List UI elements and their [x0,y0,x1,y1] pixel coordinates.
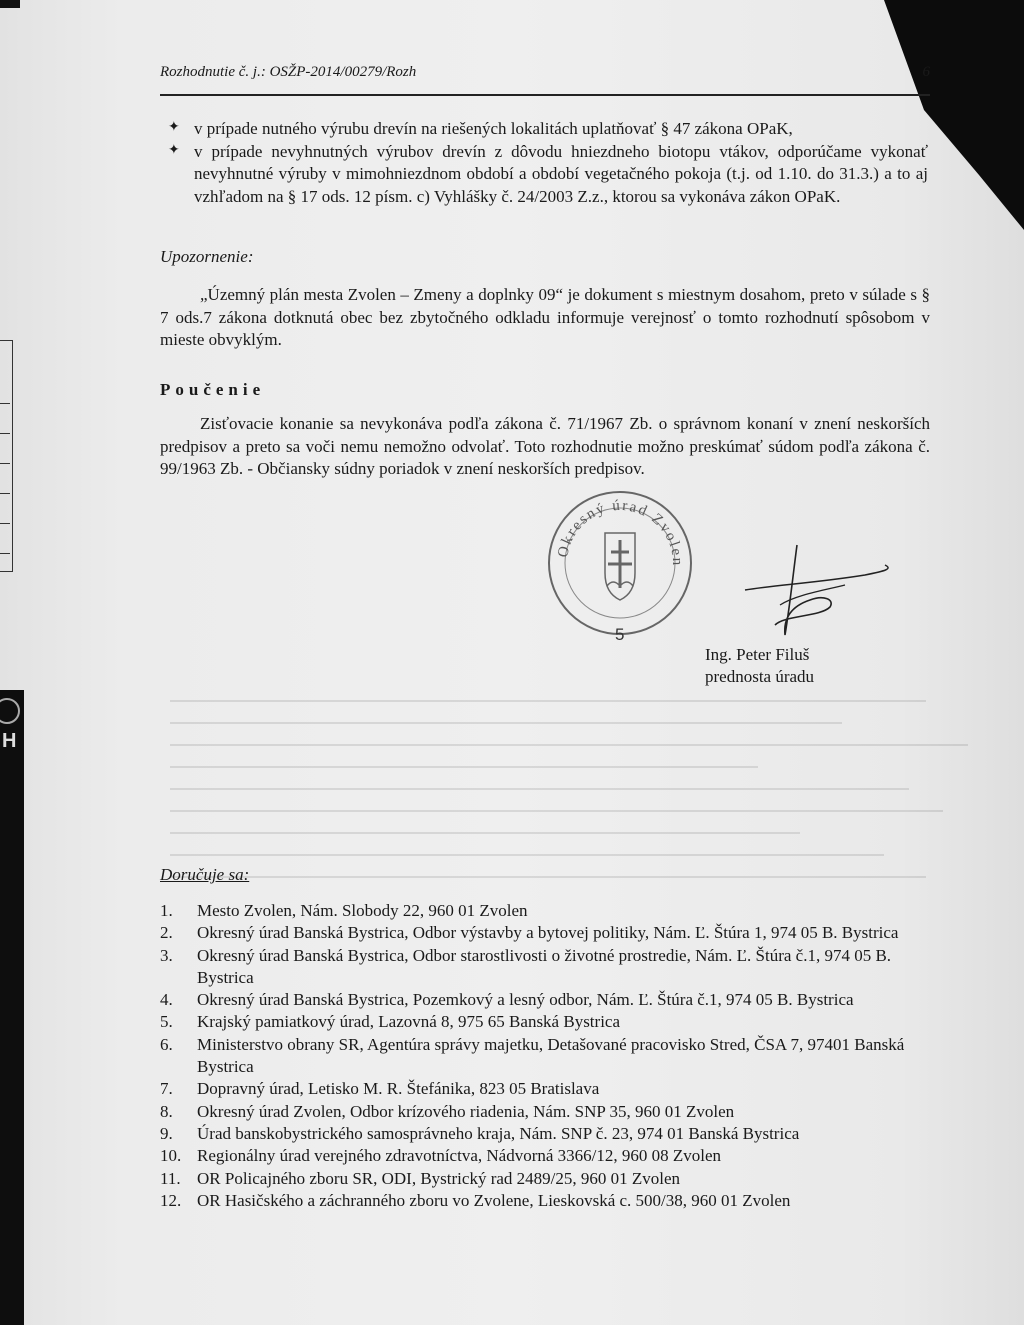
recipient-number: 2. [160,923,173,943]
recipient-item [160,900,930,922]
recipient-text: OR Hasičského a záchranného zboru vo Zvolene, Lieskovská c. 500/38, 960 01 Zvolen [197,1190,791,1210]
poucenie-text: Zisťovacie konanie sa nevykonáva podľa zákona č. 71/1967 Zb. o správnom konaní v znení neskorších predpisov a preto sa voči nemu nemožno odvolať. Toto rozhodnutie možno preskúmať súdom podľa zákona č. 99/1963 Zb. - Občiansky súdny poriadok v znení neskorších predpisov. [160,414,930,478]
recipient-text: Okresný úrad Zvolen, Odbor krízového riadenia, Nám. SNP 35, 960 01 Zvolen [197,1101,735,1121]
scan-edge [0,0,20,8]
recipient-number: 1. [160,901,173,920]
page-number: 6 [922,64,930,80]
recipient-text: Krajský pamiatkový úrad, Lazovná 8, 975 65 Banská Bystrica [197,1012,621,1032]
conditions-list [168,118,928,208]
upozornenie-text: „Územný plán mesta Zvolen – Zmeny a doplnky 09“ je dokument s miestnym dosahom, preto v súlade s § 7 ods.7 zákona dotknutá obec bez zbytočného odkladu informuje verejnosť o tomto rozhodnutí spôsobom v mieste obvyklým. [160,285,930,349]
recipient-text: Úrad banskobystrického samosprávneho kraja, Nám. SNP č. 23, 974 01 Banská Bystrica [197,1123,800,1143]
recipient-number: 12. [160,1190,182,1210]
condition-text: v prípade nevyhnutných výrubov drevín z dôvodu hniezdneho biotopu vtákov, odporúčame vykonať nevyhnutné výruby v mimohniezdnom období a období vegetačného pokoja (t.j. od 1.10. do 31.3.) a to aj vzhľadom na § 17 ods. 12 písm. c) Vyhlášky č. 24/2003 Z.z., ktorou sa vykonáva zákon OPaK. [194,141,928,206]
recipient-item [160,1123,930,1145]
recipient-number: 6. [160,1034,173,1054]
bullet-icon: ✦ [168,142,180,158]
recipient-text: OR Policajného zboru SR, ODI, Bystrický rad 2489/25, 960 01 Zvolen [197,1168,681,1188]
recipient-item [160,989,930,1011]
recipient-text: Dopravný úrad, Letisko M. R. Štefánika, 823 05 Bratislava [197,1079,600,1099]
recipient-number: 4. [160,990,173,1010]
recipient-text: Okresný úrad Banská Bystrica, Odbor výstavby a bytovej politiky, Nám. Ľ. Štúra 1, 974 05 B. Bystrica [197,923,899,943]
recipient-number: 5. [160,1012,173,1032]
recipient-item [160,1190,930,1212]
recipient-item [160,945,930,990]
recipient-item [160,1168,930,1190]
recipient-text: Regionálny úrad verejného zdravotníctva, Nádvorná 3366/12, 960 08 Zvolen [197,1146,722,1166]
recipient-text: Okresný úrad Banská Bystrica, Pozemkový a lesný odbor, Nám. Ľ. Štúra č.1, 974 05 B. Bystrica [197,990,854,1010]
header-rule [160,94,930,96]
recipient-item [160,1145,930,1167]
recipient-number: 10. [160,1146,182,1166]
recipient-item [160,1034,930,1079]
svg-text:Okresný úrad Zvolen: Okresný úrad Zvolen [555,497,686,568]
partial-logo-ring [0,698,20,724]
condition-text: v prípade nutného výrubu drevín na riešených lokalitách uplatňovať § 47 zákona OPaK, [194,119,793,138]
signer-role: prednosta úradu [705,667,815,686]
page-header [160,64,930,81]
recipient-text: Okresný úrad Banská Bystrica, Odbor starostlivosti o životné prostredie, Nám. Ľ. Štúra č.1, 974 05 B. Bystrica [197,945,892,987]
recipient-item [160,1078,930,1100]
partial-form-grid [0,340,13,572]
partial-logo-letter: H [2,730,17,752]
signer-name: Ing. Peter Filuš [705,645,810,664]
recipient-text: Mesto Zvolen, Nám. Slobody 22, 960 01 Zvolen [197,901,528,920]
recipient-text: Ministerstvo obrany SR, Agentúra správy majetku, Detašované pracovisko Stred, ČSA 7, 97401 Banská Bystrica [197,1034,905,1077]
recipients-heading: Doručuje sa: [160,865,250,884]
recipients-list [160,900,930,1212]
poucenie-heading: Poučenie [160,380,266,399]
recipient-item [160,1011,930,1033]
condition-item [168,141,928,209]
recipient-number: 7. [160,1079,173,1099]
recipient-number: 11. [160,1168,181,1188]
stamp-number: 5 [615,625,625,644]
recipient-number: 9. [160,1123,173,1143]
signer-block [705,644,814,688]
upozornenie-heading: Upozornenie: [160,247,254,266]
condition-item [168,118,928,141]
recipient-item [160,1101,930,1123]
recipient-item [160,922,930,944]
scan-edge-bottom-left [0,690,24,1325]
recipient-number: 3. [160,945,173,965]
decision-reference: Rozhodnutie č. j.: OSŽP-2014/00279/Rozh [160,64,417,80]
bullet-icon: ✦ [168,120,180,135]
official-stamp [545,488,695,638]
signature [735,535,895,645]
recipient-number: 8. [160,1101,173,1121]
